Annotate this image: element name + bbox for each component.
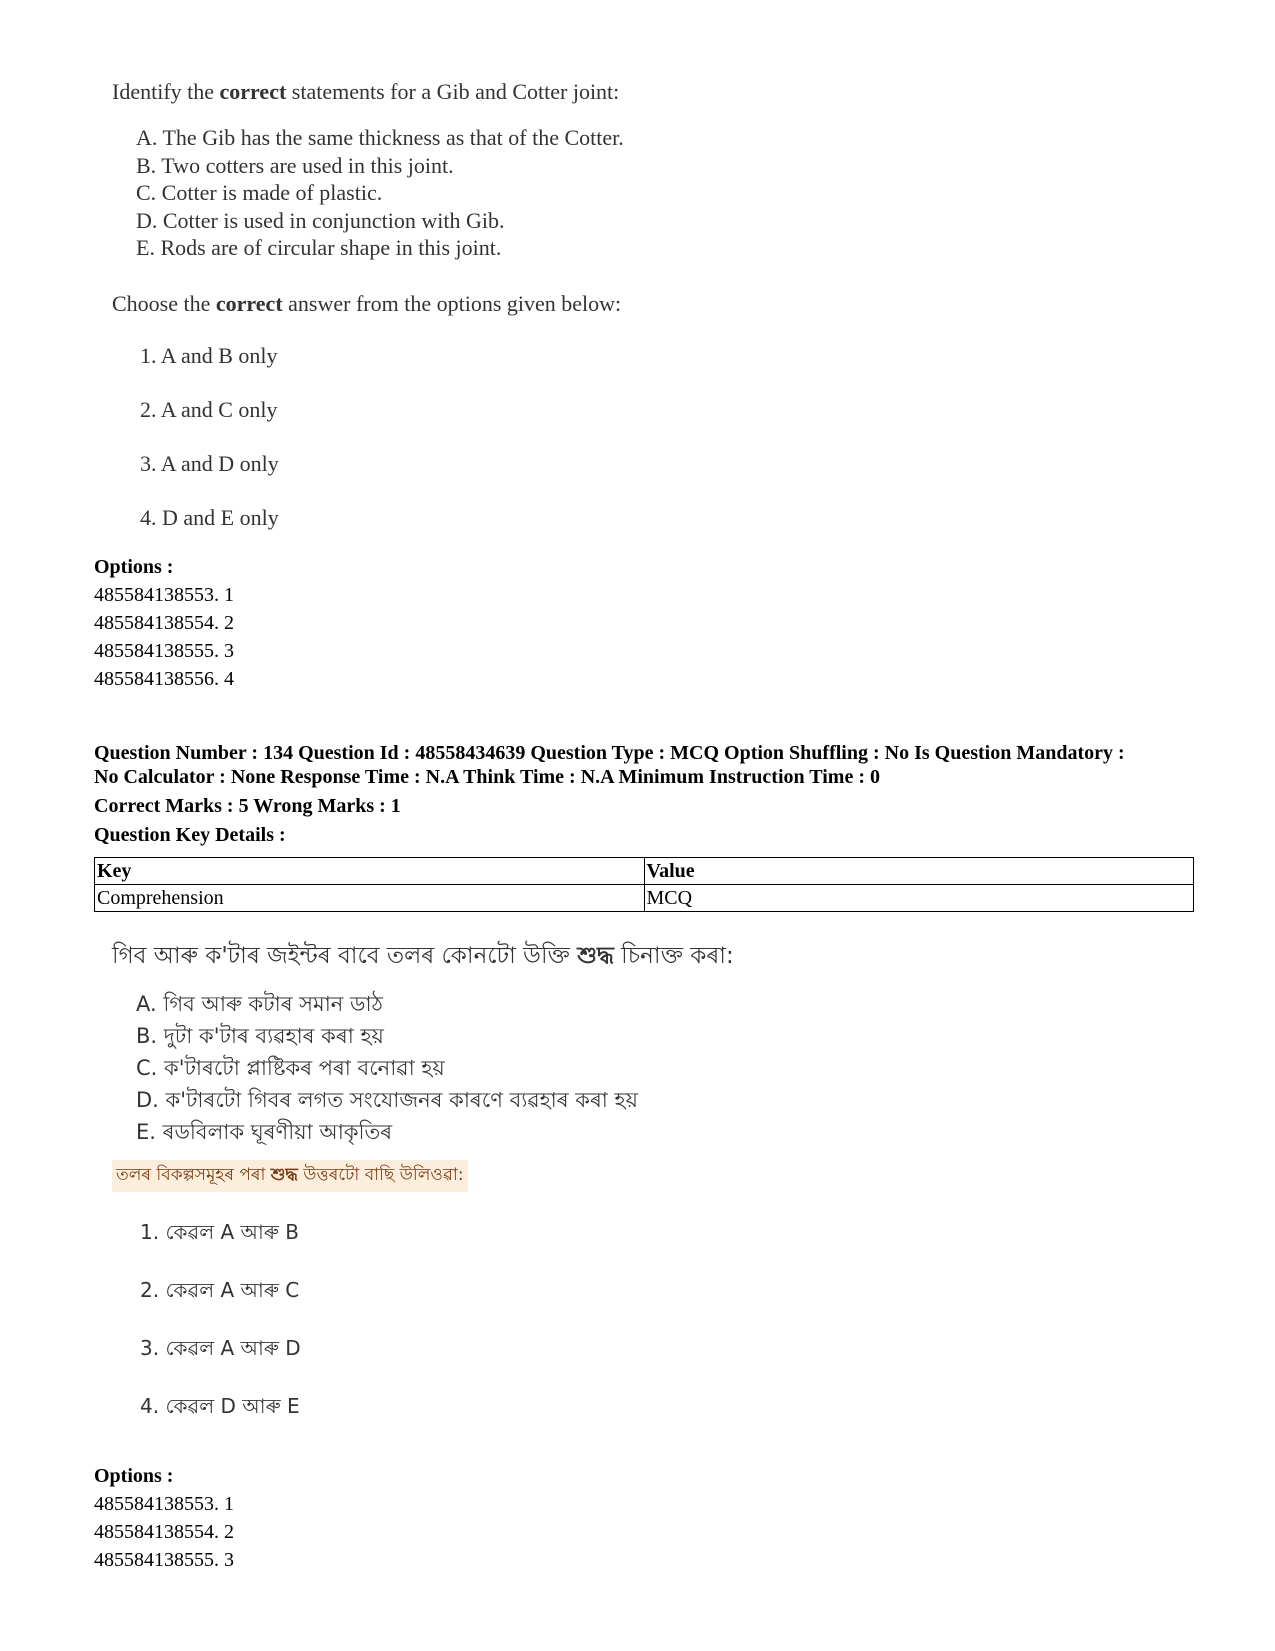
stem-text: statements for a Gib and Cotter joint: (286, 79, 620, 104)
statement-list (136, 988, 872, 1148)
choose-instruction (112, 284, 812, 324)
table-header-value: Value (644, 858, 1194, 885)
answer-list (140, 1212, 872, 1444)
question-stem (112, 72, 812, 112)
choose-text: Choose the (112, 290, 216, 316)
options-block-133 (94, 553, 234, 693)
stem-text: Identify the (112, 79, 220, 104)
answer-4: 4. D and E only (140, 504, 279, 530)
option-id-4: 485584138556. 4 (94, 668, 234, 690)
question-133-image (112, 72, 812, 552)
table-row (95, 885, 1194, 912)
question-134-image (112, 932, 872, 1444)
statement-e: E. Rods are of circular shape in this joint. (136, 235, 502, 260)
options-label: Options : (94, 1465, 174, 1487)
statement-b: B. Two cotters are used in this joint. (136, 152, 454, 178)
statement-list (112, 124, 812, 262)
statement-a: A. The Gib has the same thickness as that of the Cotter. (136, 125, 624, 150)
choose-text: তলৰ বিকল্পসমূহৰ পৰা (116, 1165, 271, 1185)
options-block-134 (94, 1462, 234, 1574)
answer-3: 3. কেৱল A আৰু D (140, 1336, 301, 1360)
meta-line-2: No Calculator : None Response Time : N.A Think Time : N.A Minimum Instruction Time : 0 (94, 766, 880, 788)
table-cell-value: MCQ (644, 885, 1194, 912)
stem-text: গিব আৰু ক'টাৰ জইন্টৰ বাবে তলৰ কোনটো উক্তি (112, 943, 578, 969)
option-id-2: 485584138554. 2 (94, 1521, 234, 1543)
meta-line-1: Question Number : 134 Question Id : 48558434639 Question Type : MCQ Option Shuffling : No Is Question Mandatory : (94, 742, 1125, 764)
statement-d: D. ক'টাৰটো গিবৰ লগত সংযোজনৰ কাৰণে ব্যৱহাৰ কৰা হয় (136, 1088, 638, 1112)
answer-list (140, 336, 812, 552)
option-id-3: 485584138555. 3 (94, 1549, 234, 1571)
key-details-label: Question Key Details : (94, 824, 286, 846)
statement-a: A. গিব আৰু কটাৰ সমান ডাঠ (136, 992, 383, 1016)
stem-emphasis: correct (219, 79, 287, 104)
answer-3: 3. A and D only (140, 450, 279, 476)
answer-4: 4. কেৱল D আৰু E (140, 1394, 300, 1418)
answer-2: 2. কেৱল A আৰু C (140, 1278, 300, 1302)
choose-emphasis: correct (215, 290, 283, 316)
choose-text: answer from the options given below: (282, 290, 622, 316)
marks-line: Correct Marks : 5 Wrong Marks : 1 (94, 795, 401, 817)
options-label: Options : (94, 556, 174, 578)
question-134-meta (94, 741, 1234, 847)
choose-emphasis: শুদ্ধ (270, 1165, 298, 1185)
table-header-row (95, 858, 1194, 885)
stem-text: চিনাক্ত কৰা: (613, 943, 734, 969)
answer-1: 1. কেৱল A আৰু B (140, 1220, 300, 1244)
table-cell-key: Comprehension (95, 885, 645, 912)
option-id-3: 485584138555. 3 (94, 640, 234, 662)
statement-d: D. Cotter is used in conjunction with Gib. (136, 207, 505, 233)
key-details-table (94, 857, 1194, 912)
stem-emphasis: শুদ্ধ (577, 943, 614, 969)
statement-c: C. Cotter is made of plastic. (136, 180, 383, 205)
statement-b: B. দুটা ক'টাৰ ব্যৱহাৰ কৰা হয় (136, 1024, 384, 1048)
statement-c: C. ক'টাৰটো প্লাষ্টিকৰ পৰা বনোৱা হয় (136, 1056, 445, 1080)
answer-1: 1. A and B only (140, 342, 278, 368)
statement-e: E. ৰডবিলাক ঘূৰণীয়া আকৃতিৰ (136, 1120, 393, 1144)
choose-text: উত্তৰটো বাছি উলিওৱা: (297, 1165, 464, 1185)
option-id-1: 485584138553. 1 (94, 584, 234, 606)
answer-2: 2. A and C only (140, 396, 278, 422)
option-id-1: 485584138553. 1 (94, 1493, 234, 1515)
choose-instruction (112, 1160, 468, 1192)
table-header-key: Key (95, 858, 645, 885)
option-id-2: 485584138554. 2 (94, 612, 234, 634)
question-stem (112, 932, 872, 980)
